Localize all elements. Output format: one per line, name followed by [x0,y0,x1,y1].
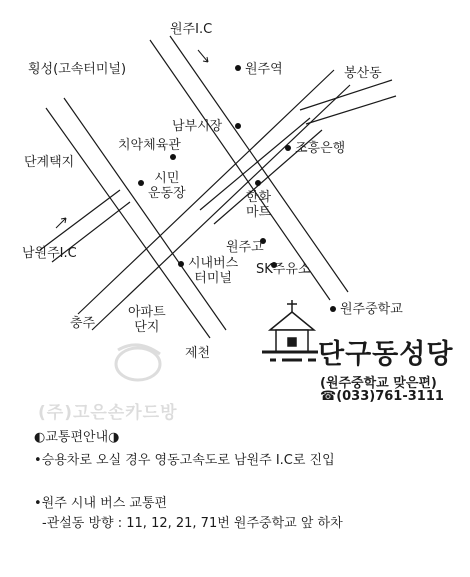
dot-hanhwa-mart [255,180,261,186]
road-west-diagonal [46,98,226,338]
dot-chohung-bank [285,145,291,151]
transport-car: •승용차로 오실 경우 영동고속도로 남원주 I.C로 진입 [34,453,335,468]
label-chungju: 충주 [70,316,96,331]
label-hoengseong: 횡성(고속터미널) [28,62,127,77]
dot-wonju-middle [330,306,336,312]
dot-wonju-station [235,65,241,71]
label-wonju-high: 원주고 [226,240,264,255]
ic-arrow-top [198,50,208,62]
label-city-bus-terminal: 시내버스 터미널 [188,256,239,286]
label-bongsan-dong: 봉산동 [344,66,382,81]
watermark-logo [108,340,178,390]
church-name: 단구동성당 [318,339,454,370]
label-sk-gas: SK주유소 [256,262,311,277]
transport-heading: ◐교통편안내◑ [34,430,120,445]
label-hanhwa-mart: 한화 마트 [246,190,272,220]
label-nambu-market: 남부시장 [172,119,223,134]
label-jecheon: 제천 [185,346,211,361]
label-apartment: 아파트 단지 [128,305,166,335]
ic-arrow-bottom [56,218,66,228]
label-wonju-station: 원주역 [245,62,283,77]
watermark-text: (주)고은손카드방 [38,403,178,423]
dot-city-bus-terminal [178,261,184,267]
label-chohung-bank: 조흥은행 [295,141,346,156]
dot-simin-stadium [138,180,144,186]
church-subtitle: (원주중학교 맞은편) [320,376,437,391]
dot-chiak-gym [170,154,176,160]
label-wonju-middle: 원주중학교 [340,302,403,317]
transport-bus-title: •원주 시내 버스 교통편 [34,496,168,511]
dot-nambu-market [235,123,241,129]
church-icon [262,300,318,360]
label-dangye-taekji: 단계택지 [24,155,75,170]
label-wonju-ic: 원주I.C [170,22,213,37]
transport-bus-route: -관설동 방향 : 11, 12, 21, 71번 원주중학교 앞 하차 [42,516,343,531]
church-phone: ☎(033)761-3111 [320,389,444,404]
label-nam-wonju-ic: 남원주I.C [22,246,77,261]
label-simin-stadium: 시민 운동장 [148,171,186,201]
road-main-ne-sw [78,70,350,330]
label-chiak-gym: 치악체육관 [118,138,181,153]
